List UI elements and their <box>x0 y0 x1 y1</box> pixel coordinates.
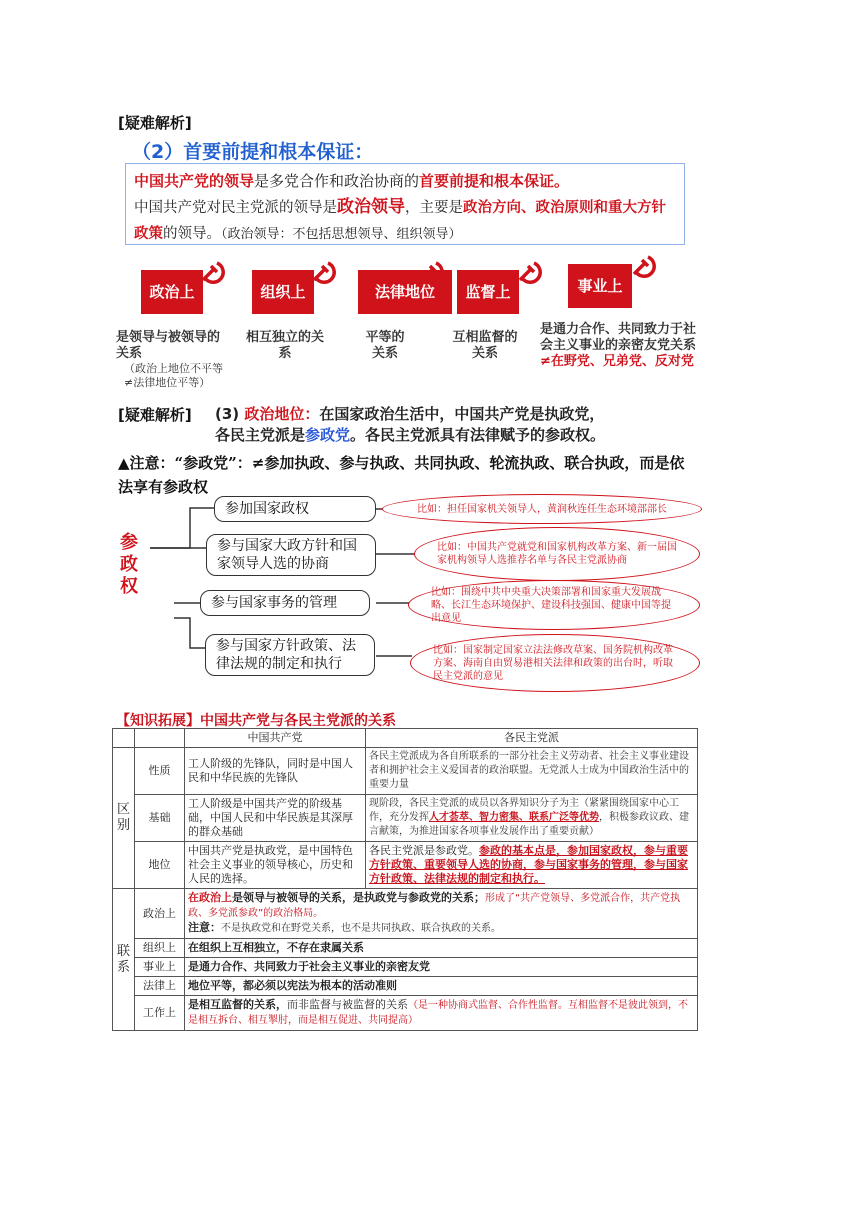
table-row <box>113 939 698 958</box>
leadership-box <box>125 163 685 245</box>
text: 不是执政党和在野党关系，也不是共同执政、联合执政的关系。 <box>221 923 501 934</box>
table-cell: 是通力合作、共同致力于社会主义事业的亲密友党 <box>185 958 698 977</box>
hammer-sickle-icon <box>630 252 656 278</box>
text: ，积极参政议政、建言献策，为推进国家各项事业发展作出了重要贡献） <box>369 812 689 837</box>
participation-item-3: 参与国家事务的管理 <box>200 590 370 616</box>
text-red: 首要前提和根本保证。 <box>419 172 570 190</box>
hammer-sickle-icon <box>516 258 542 284</box>
row-name: 性质 <box>135 748 185 795</box>
leadership-line-2 <box>126 194 684 248</box>
text-red: 中国共产党的领导 <box>134 172 255 190</box>
participation-item-2: 参与国家大政方针和国家领导人选的协商 <box>206 534 376 576</box>
text-red: 政治方向、政治原则和重大方针政策 <box>134 200 666 242</box>
text-red: 形成了“共产党领导、多党派合作，共产党执政、多党派参政”的政治格局。 <box>188 893 681 919</box>
row-name: 组织上 <box>135 939 185 958</box>
table-cell <box>366 795 698 842</box>
hammer-sickle-icon <box>310 258 336 284</box>
badge-desc-career <box>540 322 698 370</box>
text-red: 政治地位： <box>244 405 320 423</box>
table-cell <box>185 996 698 1031</box>
table-row <box>113 842 698 889</box>
text: 。各民主党派具有法律赋予的参政权。 <box>350 426 606 444</box>
attention-note: ▲注意：“参政党”：≠参加执政、参与执政、共同执政、轮流执政、联合执政，而是依法享有参政权 <box>118 454 685 496</box>
section-header-2: [疑难解析] <box>118 406 192 424</box>
badge-organization: 组织上 <box>252 270 314 314</box>
badge-career: 事业上 <box>568 264 632 308</box>
text-red: 在政治上 <box>188 891 232 904</box>
hammer-sickle-icon <box>199 258 225 284</box>
badge-desc-politics <box>116 330 228 390</box>
row-name: 法律上 <box>135 977 185 996</box>
text-red: 人才荟萃、智力密集、联系广泛等优势 <box>429 812 599 823</box>
table-cell <box>185 889 698 939</box>
text: 而非监督与被监督的关系 <box>287 998 408 1011</box>
text: 现阶段，各民主党派的成员以各界知识分子为主（紧紧围绕国家中心工作，充分发挥 <box>369 798 679 823</box>
row-name: 工作上 <box>135 996 185 1031</box>
section-header-3: 【知识拓展】中国共产党与各民主党派的关系 <box>116 713 396 729</box>
row-name: 政治上 <box>135 889 185 939</box>
text: 的领导。 <box>163 226 221 242</box>
table-cell: 中国共产党是执政党，是中国特色社会主义事业的领导核心，历史和人民的选择。 <box>185 842 366 889</box>
example-arrows <box>376 500 416 680</box>
badge-desc-law: 平等的关系 <box>365 330 405 361</box>
section-header-1: [疑难解析] <box>118 114 192 132</box>
desc-text: 是通力合作、共同致力于社会主义事业的亲密友党关系 <box>540 322 697 353</box>
text: 中国共产党对民主党派的领导是 <box>134 200 337 216</box>
diff-label: 区别 <box>113 748 135 889</box>
badge-desc-supervision: 互相监督的关系 <box>452 330 518 361</box>
table-cell <box>113 729 135 748</box>
table-header-row <box>113 729 698 748</box>
note-label: 注意： <box>188 921 221 934</box>
table-row <box>113 996 698 1031</box>
badge-desc-organization: 相互独立的关系 <box>245 330 324 361</box>
desc-red: ≠在野党、兄弟党、反对党 <box>540 354 694 369</box>
hammer-sickle-icon <box>418 258 444 284</box>
section-title-1: （2）首要前提和根本保证： <box>132 141 374 163</box>
text: (3) <box>215 405 245 423</box>
col-dp: 各民主党派 <box>366 729 698 748</box>
participation-item-1: 参加国家政权 <box>214 496 376 522</box>
example-3: 比如：围绕中共中央重大决策部署和国家重大发展战略、长江生态环境保护、建设科技强国、健康中国等提出意见 <box>408 580 700 630</box>
text-note: （政治领导：不包括思想领导、组织领导） <box>221 227 462 242</box>
table-cell <box>135 729 185 748</box>
row-name: 地位 <box>135 842 185 889</box>
text-red: （是一种协商式监督、合作性监督。互相监督不是彼此领到，不是相互拆台、相互掣肘，而是相互促进、共同提高） <box>188 1000 688 1026</box>
relationship-table <box>112 728 698 1031</box>
title-line-2 <box>215 425 695 446</box>
table-row <box>113 748 698 795</box>
table-cell: 工人阶级是中国共产党的阶级基础，中国人民和中华民族是其深厚的群众基础 <box>185 795 366 842</box>
text-blue: 参政党 <box>305 426 351 444</box>
political-status-title <box>215 404 695 446</box>
tree-connector <box>140 498 220 658</box>
row-name: 基础 <box>135 795 185 842</box>
link-label: 联系 <box>113 889 135 1031</box>
text-red: 政治领导 <box>337 197 405 217</box>
table-cell: 地位平等，都必须以宪法为根本的活动准则 <box>185 977 698 996</box>
badge-politics: 政治上 <box>141 270 203 314</box>
badge-law: 法律地位 <box>358 270 452 314</box>
table-row <box>113 958 698 977</box>
leadership-line-1 <box>126 164 684 194</box>
desc-text: 是领导与被领导的关系 <box>116 330 221 361</box>
title-line-1 <box>215 404 695 425</box>
table-cell: 在组织上互相独立，不存在隶属关系 <box>185 939 698 958</box>
participation-item-4: 参与国家方针政策、法律法规的制定和执行 <box>205 634 375 676</box>
desc-sub: （政治上地位不平等≠法律地位平等） <box>124 362 223 389</box>
table-row <box>113 795 698 842</box>
text: ，主要是 <box>405 200 463 216</box>
example-1: 比如：担任国家机关领导人，黄润秋连任生态环境部部长 <box>382 494 702 524</box>
text: 是相互监督的关系， <box>188 998 287 1011</box>
badge-supervision: 监督上 <box>457 270 519 314</box>
table-row <box>113 977 698 996</box>
table-cell: 工人阶级的先锋队，同时是中国人民和中华民族的先锋队 <box>185 748 366 795</box>
table-cell: 各民主党派成为各自所联系的一部分社会主义劳动者、社会主义事业建设者和拥护社会主义爱国者的政治联盟。无党派人士成为中国政治生活中的重要力量 <box>366 748 698 795</box>
text: 在国家政治生活中，中国共产党是执政党， <box>319 405 605 423</box>
col-cpc: 中国共产党 <box>185 729 366 748</box>
vertical-label-participation: 参政权 <box>120 532 138 597</box>
text: 是多党合作和政治协商的 <box>254 172 420 190</box>
example-4: 比如：国家制定国家立法法修改草案、国务院机构改革方案、海南自由贸易港相关法律和政策的出台时，听取民主党派的意见 <box>410 634 700 692</box>
text-red: 参政的基本点是，参加国家政权，参与重要方针政策、重要领导人选的协商，参与国家事务的管理，参与国家方针政策、法律法规的制定和执行。 <box>369 844 688 885</box>
row-name: 事业上 <box>135 958 185 977</box>
table-row <box>113 889 698 939</box>
table-cell <box>366 842 698 889</box>
text: 各民主党派是 <box>215 426 306 444</box>
example-2: 比如：中国共产党就党和国家机构改革方案、新一届国家机构领导人选推荐名单与各民主党派协商 <box>414 527 700 581</box>
text: 是领导与被领导的关系，是执政党与参政党的关系； <box>232 891 485 904</box>
text: 各民主党派是参政党。 <box>369 844 479 857</box>
